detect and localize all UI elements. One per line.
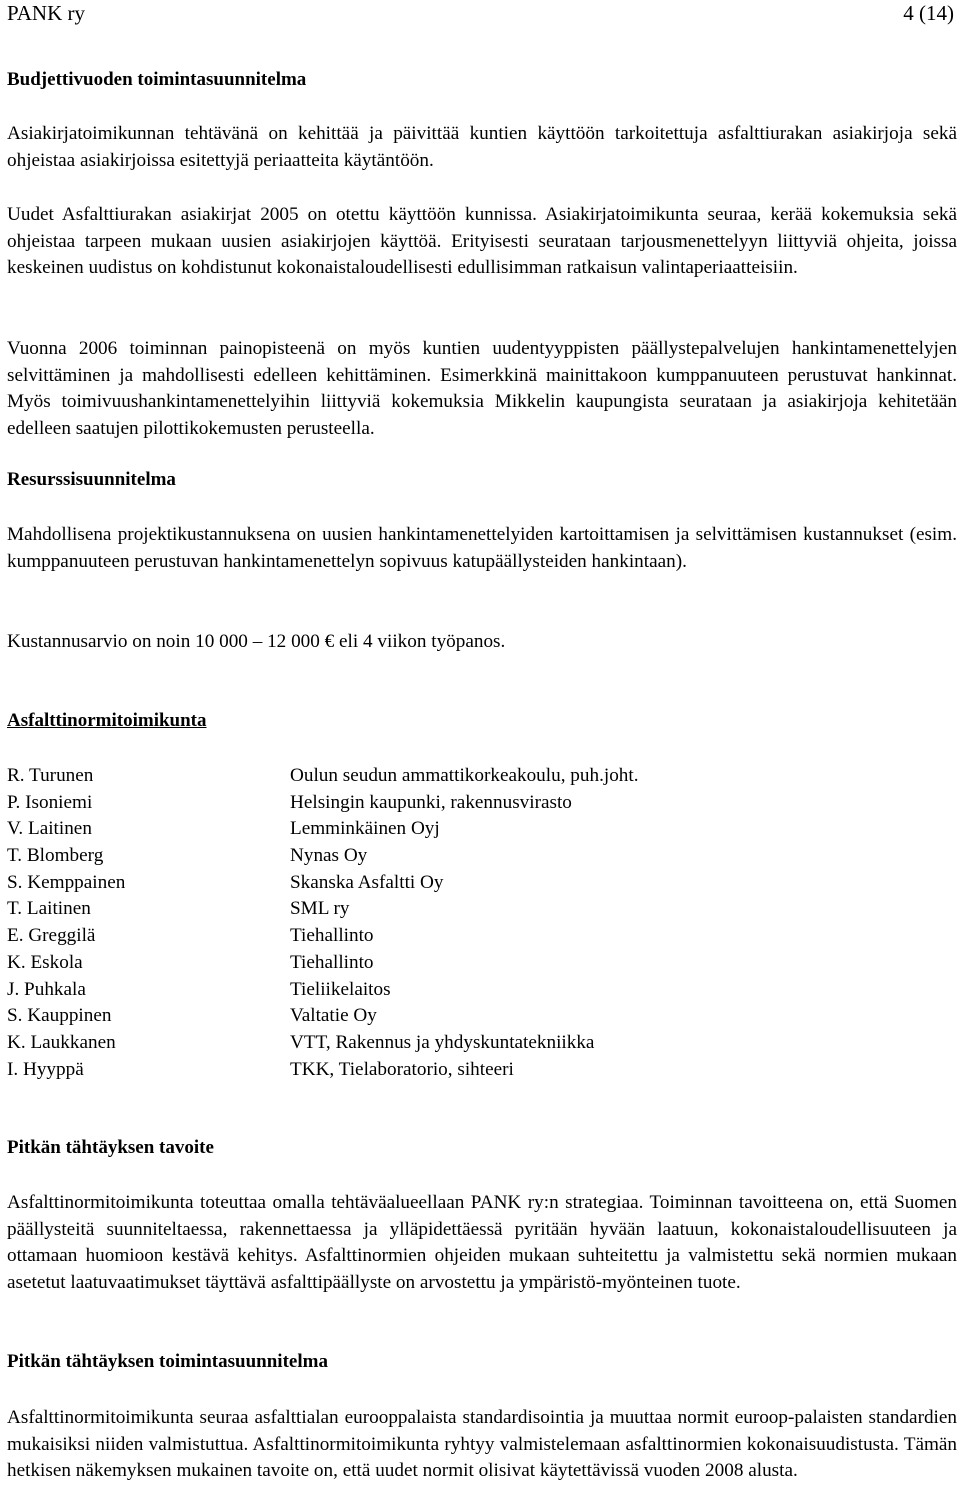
member-name: E. Greggilä xyxy=(7,925,96,947)
member-organization: SML ry xyxy=(290,898,350,920)
member-organization: Lemminkäinen Oyj xyxy=(290,818,440,840)
member-row xyxy=(7,1057,957,1084)
member-name: I. Hyyppä xyxy=(7,1058,84,1080)
header-page-number: 4 (14) xyxy=(903,1,954,25)
member-row xyxy=(7,790,957,817)
member-row xyxy=(7,950,957,977)
member-row xyxy=(7,870,957,897)
member-row xyxy=(7,816,957,843)
member-name: S. Kemppainen xyxy=(7,871,126,893)
paragraph-resource-2: Kustannusarvio on noin 10 000 – 12 000 € eli 4 viikon työpanos. xyxy=(7,631,506,652)
member-name: T. Laitinen xyxy=(7,898,91,920)
paragraph-budget-1: Asiakirjatoimikunnan tehtävänä on kehittää ja päivittää kuntien käyttöön tarkoitettuja asfalttiurakan asiakirjoja sekä ohjeistaa asiakirjoissa esitettyjä periaatteita käytäntöön. xyxy=(7,123,957,171)
header-organization: PANK ry xyxy=(7,1,85,25)
paragraph-budget-3: Vuonna 2006 toiminnan painopisteenä on myös kuntien uudentyyppisten päällystepalvelujen hankintamenettelyjen selvittäminen ja mahdollisesti edelleen kehittäminen. Esimerkkinä mainittakoon kumppanuuteen perustuvat hankinnat. Myös toimivuushankintamenettelyihin liittyviä kokemuksia Mikkelin kaupungista seurataan ja asiakirjoja kehitetään edelleen saatujen pilottikokemusten perusteella. xyxy=(7,338,957,440)
member-name: V. Laitinen xyxy=(7,818,92,840)
member-row xyxy=(7,843,957,870)
heading-resource-plan: Resurssisuunnitelma xyxy=(7,469,176,490)
member-name: K. Eskola xyxy=(7,951,83,973)
member-name: P. Isoniemi xyxy=(7,791,93,813)
member-row xyxy=(7,763,957,790)
paragraph-resource-1: Mahdollisena projektikustannuksena on uusien hankintamenettelyiden kartoittamisen ja selvittämisen kustannukset (esim. kumppanuuteen perustuvan hankintamenettelyn sopivuus katupäällysteiden hankintaan). xyxy=(7,524,957,572)
heading-long-term-goal: Pitkän tähtäyksen tavoite xyxy=(7,1137,214,1158)
member-row xyxy=(7,896,957,923)
member-organization: VTT, Rakennus ja yhdyskuntatekniikka xyxy=(290,1031,595,1053)
member-row xyxy=(7,1003,957,1030)
member-organization: Tiehallinto xyxy=(290,951,374,973)
member-name: T. Blomberg xyxy=(7,845,104,867)
paragraph-budget-2: Uudet Asfalttiurakan asiakirjat 2005 on otettu käyttöön kunnissa. Asiakirjatoimikunta seuraa, kerää kokemuksia sekä ohjeistaa tarpeen mukaan uusien asiakirjojen käyttöä. Erityisesti seurataan tarjousmenettelyyn liittyviä ohjeita, joissa keskeinen uudistus on kohdistunut kokonaistaloudellisesti edullisimman ratkaisun valintaperiaatteisiin. xyxy=(7,204,957,279)
member-row xyxy=(7,923,957,950)
member-row xyxy=(7,1030,957,1057)
member-organization: Tiehallinto xyxy=(290,925,374,947)
heading-budget-plan: Budjettivuoden toimintasuunnitelma xyxy=(7,69,307,90)
member-row xyxy=(7,977,957,1004)
member-name: J. Puhkala xyxy=(7,978,86,1000)
member-organization: Oulun seudun ammattikorkeakoulu, puh.joht. xyxy=(290,765,639,786)
member-name: K. Laukkanen xyxy=(7,1031,116,1053)
heading-long-term-plan: Pitkän tähtäyksen toimintasuunnitelma xyxy=(7,1351,328,1372)
heading-committee: Asfalttinormitoimikunta xyxy=(7,710,207,731)
member-organization: Helsingin kaupunki, rakennusvirasto xyxy=(290,791,572,813)
paragraph-long-term-goal: Asfalttinormitoimikunta toteuttaa omalla tehtäväalueellaan PANK ry:n strategiaa. Toiminnan tavoitteena on, että Suomen päällysteitä suunniteltaessa, rakennettaessa ja ylläpidettäessä pyritään hyvään laatuun, kokonaistaloudellisuuteen ja ottamaan huomioon kestävä kehitys. Asfalttinormien ohjeiden mukaan suhteitettu ja valmistettu sekä normien mukaan asetetut laatuvaatimukset täyttävä asfalttipäällyste on arvostettu ja ympäristö-myönteinen tuote. xyxy=(7,1192,957,1294)
member-name: R. Turunen xyxy=(7,765,94,786)
committee-member-list xyxy=(7,763,957,1083)
paragraph-long-term-plan: Asfalttinormitoimikunta seuraa asfalttialan eurooppalaista standardisointia ja muuttaa normit euroop-palaisten standardien mukaisiksi niiden valmistuttua. Asfalttinormitoimikunta ryhtyy valmistelemaan asfalttinormien kokonaisuudistusta. Tämän hetkisen näkemyksen mukainen tavoite on, että uudet normit olisivat käytettävissä vuoden 2008 alusta. xyxy=(7,1407,957,1482)
member-organization: Valtatie Oy xyxy=(290,1005,377,1027)
member-organization: Nynas Oy xyxy=(290,845,368,867)
member-organization: TKK, Tielaboratorio, sihteeri xyxy=(290,1058,514,1080)
member-organization: Skanska Asfaltti Oy xyxy=(290,871,444,893)
member-organization: Tieliikelaitos xyxy=(290,978,391,1000)
member-name: S. Kauppinen xyxy=(7,1005,112,1027)
